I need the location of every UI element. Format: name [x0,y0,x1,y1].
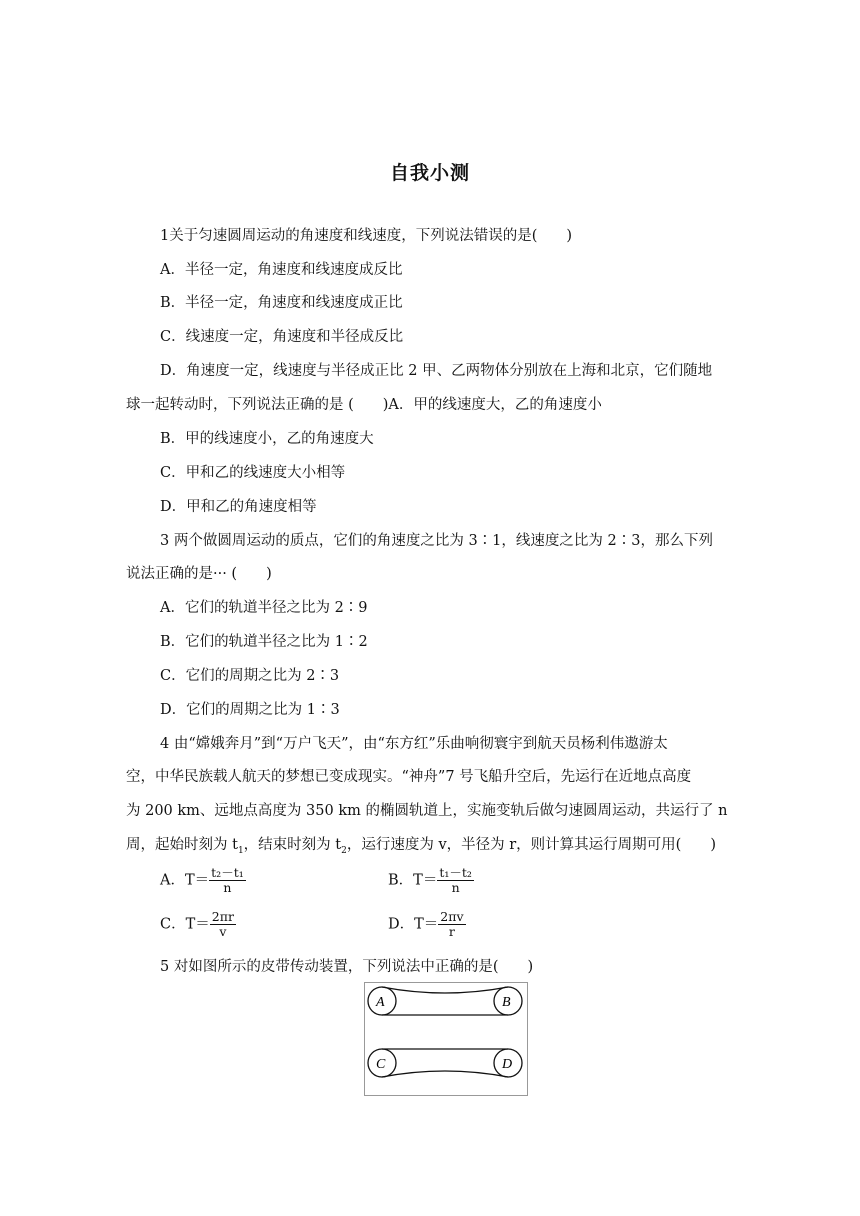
belt-drive-figure [364,982,528,1096]
q4-stem-line3: 为 200 km、远地点高度为 350 km 的椭圆轨道上，实施变轨后做匀速圆周运动，共运行了 n [126,803,728,819]
q4-stem-line1: 4 由“嫦娥奔月”到“万户飞天”，由“东方红”乐曲响彻寰宇到航天员杨利伟遨游太 [160,736,668,752]
q1-option-d: D．角速度一定，线速度与半径成正比 2 甲、乙两物体分别放在上海和北京，它们随地 [160,363,713,379]
page-title: 自我小测 [389,162,470,184]
pulley-d-label: D [502,1057,513,1072]
q2-stem: 球一起转动时，下列说法正确的是 ( )A．甲的线速度大，乙的角速度小 [126,397,602,413]
q4-option-a: A．T＝ $\frac{\text{t₂－t₁}}{n}$ [160,865,244,895]
q4-option-c: C．T＝ $\frac{2\pi r}{v}$ [160,909,234,939]
q1-stem: 1关于匀速圆周运动的角速度和线速度，下列说法错误的是( ) [160,228,573,244]
q3-stem-line2: 说法正确的是··· ( ) [126,566,272,582]
belt-top-upper [382,987,508,993]
belt-drive-diagram [365,983,527,1095]
q3-option-b: B．它们的轨道半径之比为 1∶2 [160,634,368,650]
q5-stem: 5 对如图所示的皮带传动装置，下列说法中正确的是( ) [160,959,534,975]
q3-option-d: D．它们的周期之比为 1∶3 [160,702,340,718]
belt-bottom-lower [382,1071,508,1077]
q2-option-b: B．甲的线速度小，乙的角速度大 [160,431,374,447]
q2-option-c: C．甲和乙的线速度大小相等 [160,465,346,481]
q4-stem-line4: 周，起始时刻为 $t_1$，结束时刻为 $t_2$，运行速度为 v，半径为 r，则计算其运行周期可用( ) [126,837,716,856]
q2-option-d: D．甲和乙的角速度相等 [160,499,317,515]
pulley-b-label: B [502,995,511,1010]
q4-option-d: D．T＝ $\frac{2\pi v}{r}$ [388,909,464,939]
q4-option-b: B．T＝ $\frac{\text{t₁－t₂}}{n}$ [388,865,472,895]
q3-option-c: C．它们的周期之比为 2∶3 [160,668,340,684]
q1-option-b: B．半径一定，角速度和线速度成正比 [160,295,403,311]
q4-stem-line2: 空，中华民族载人航天的梦想已变成现实。“神舟”7 号飞船升空后，先运行在近地点高度 [126,769,692,785]
q1-option-a: A．半径一定，角速度和线速度成反比 [160,262,403,278]
pulley-c-label: C [376,1057,386,1072]
pulley-a-label: A [376,995,385,1010]
q3-stem-line1: 3 两个做圆周运动的质点，它们的角速度之比为 3∶1，线速度之比为 2∶3，那么下列 [160,533,713,549]
q1-option-c: C．线速度一定，角速度和半径成反比 [160,329,404,345]
q3-option-a: A．它们的轨道半径之比为 2∶9 [160,600,368,616]
